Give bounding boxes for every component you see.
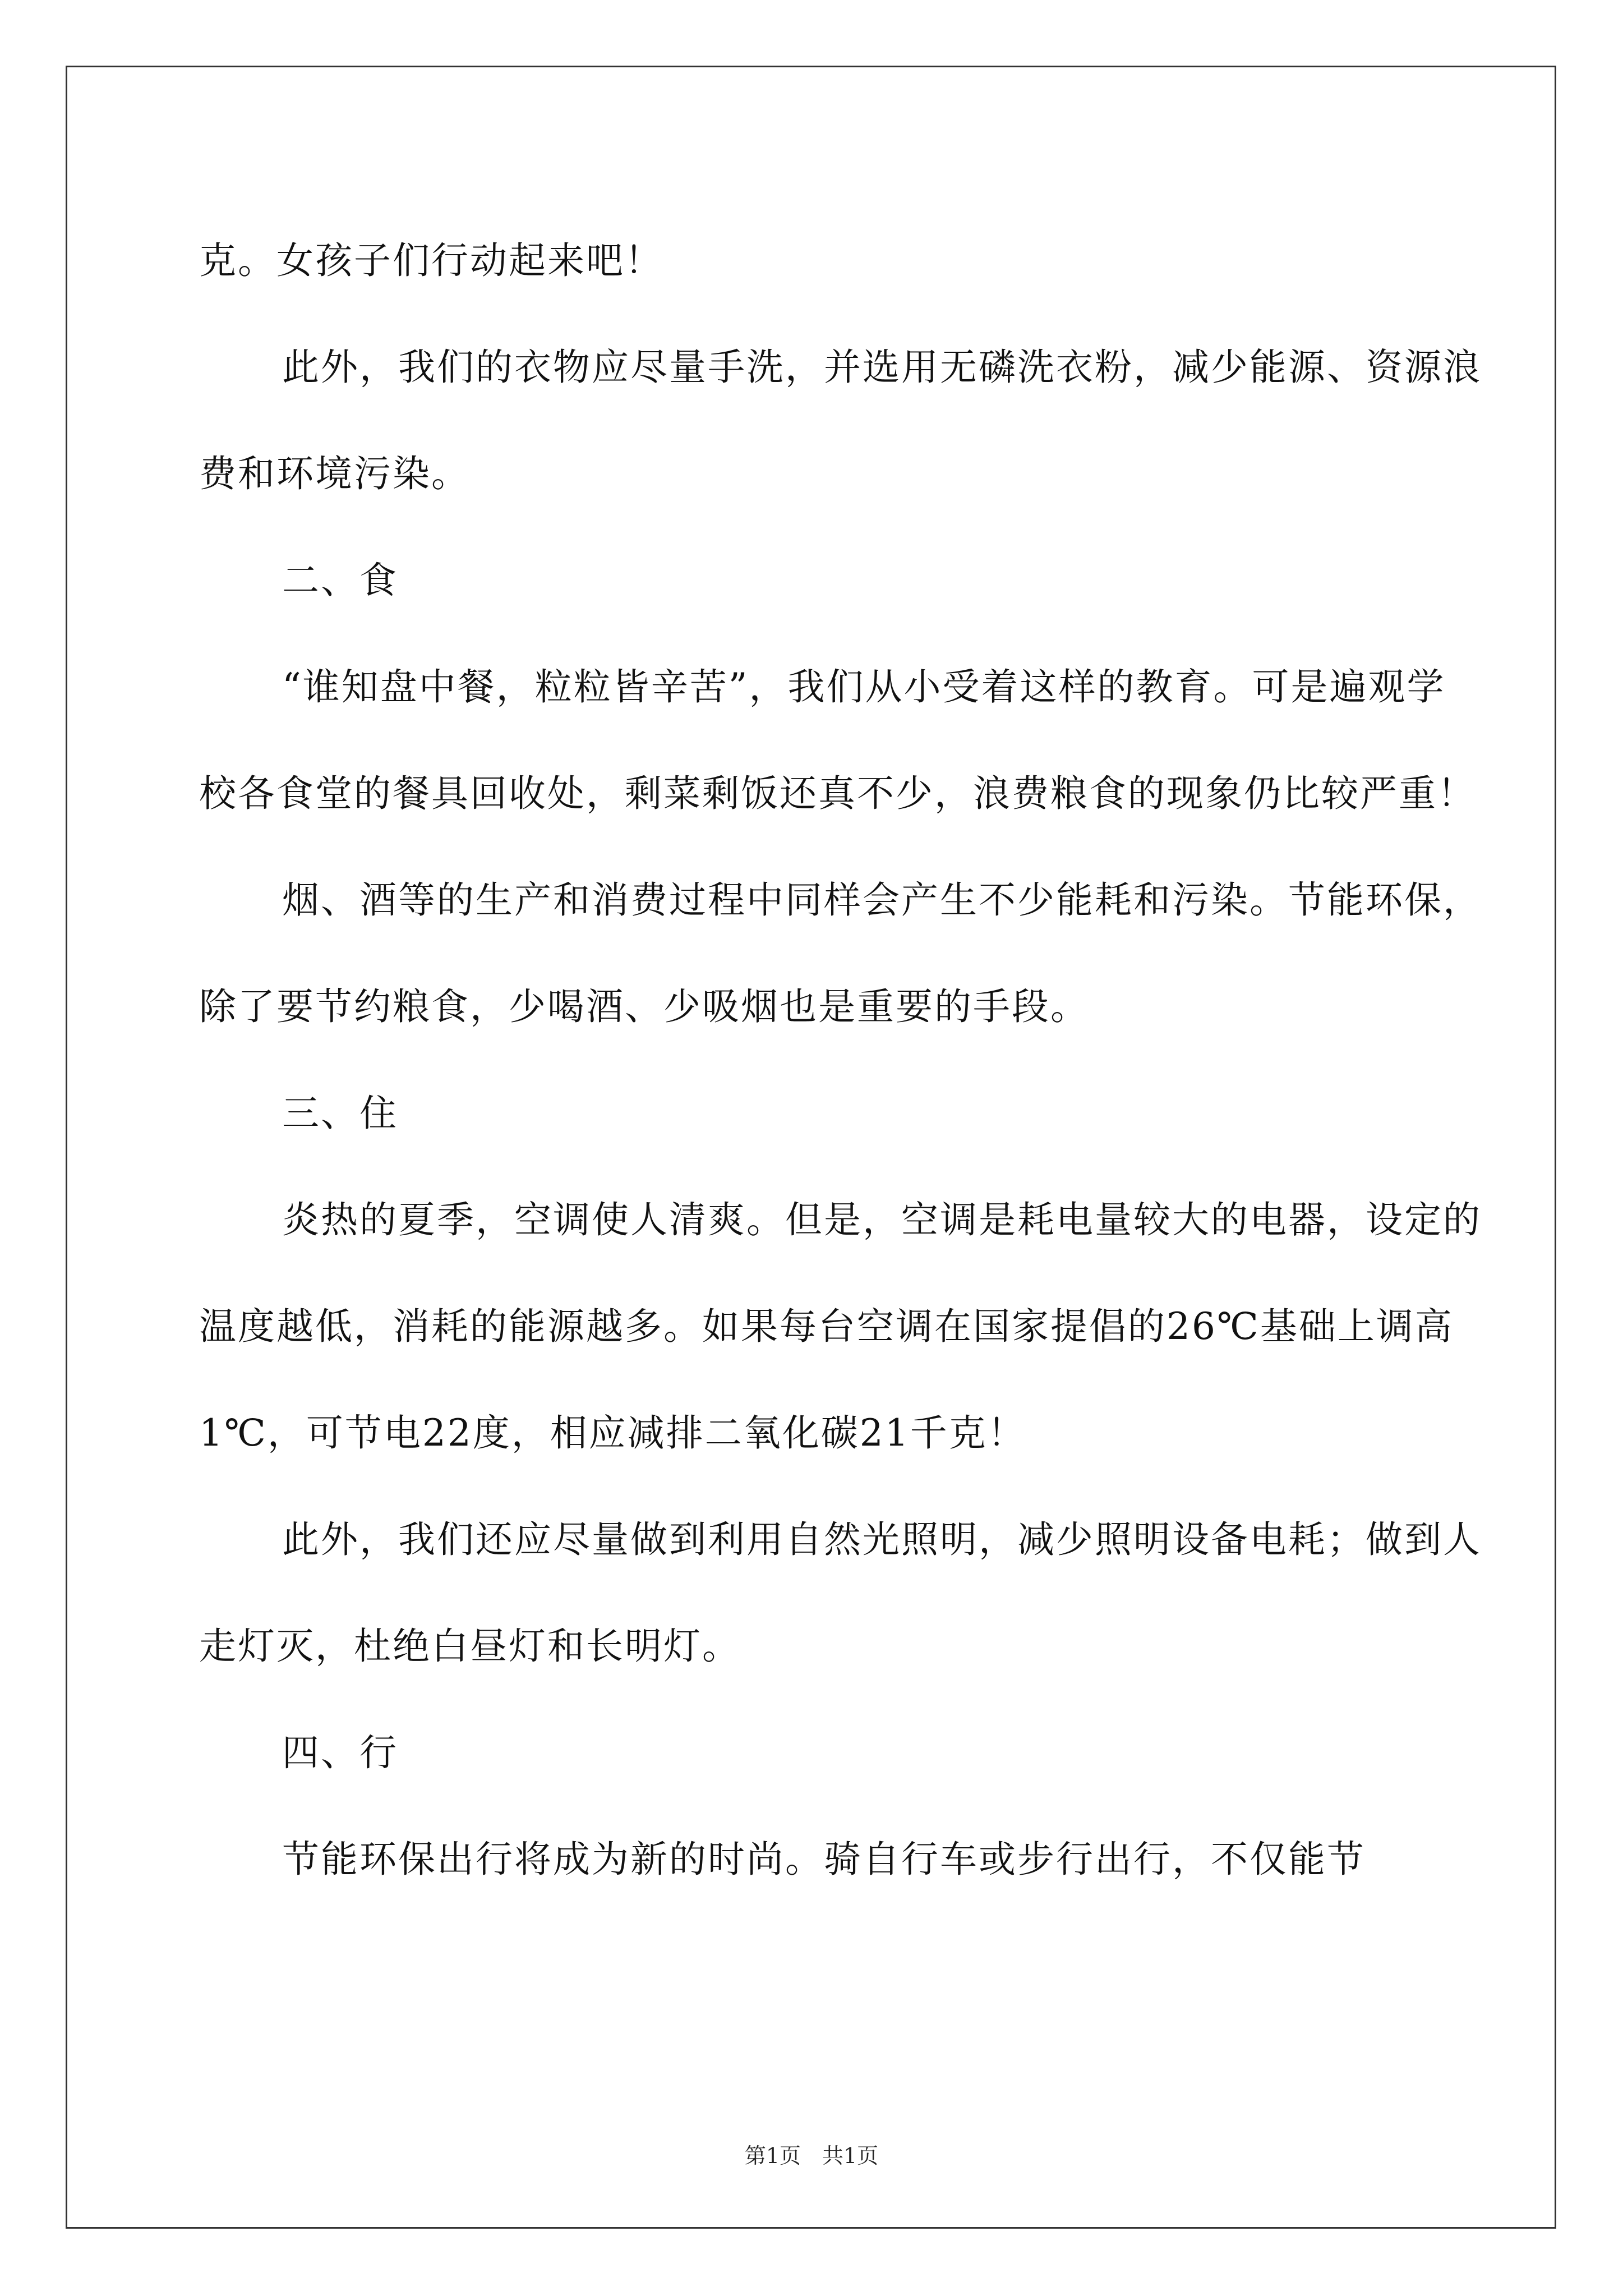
paragraph-3: “谁知盘中餐，粒粒皆辛苦”，我们从小受着这样的教育。可是遍观学校各食堂的餐具回收处，剩菜剩饭还真不少，浪费粮食的现象仍比较严重！ xyxy=(199,665,1476,815)
paragraph-2: 此外，我们的衣物应尽量手洗，并选用无磷洗衣粉，减少能源、资源浪费和环境污染。 xyxy=(199,346,1482,495)
paragraph-4: 烟、酒等的生产和消费过程中同样会产生不少能耗和污染。节能环保，除了要节约粮食，少喝酒、少吸烟也是重要的手段。 xyxy=(199,878,1482,1028)
section-heading-food: 二、食 xyxy=(282,559,398,602)
section-heading-housing: 三、住 xyxy=(282,1092,398,1135)
paragraph-7: 节能环保出行将成为新的时尚。骑自行车或步行出行，不仅能节 xyxy=(282,1838,1366,1881)
section-heading-travel: 四、行 xyxy=(282,1731,398,1774)
document-body xyxy=(199,208,1483,1913)
paragraph-5: 炎热的夏季，空调使人清爽。但是，空调是耗电量较大的电器，设定的温度越低，消耗的能源越多。如果每台空调在国家提倡的26℃基础上调高1℃，可节电22度，相应减排二氧化碳21千克！ xyxy=(199,1198,1482,1455)
paragraph-1: 克。女孩子们行动起来吧！ xyxy=(199,239,663,282)
paragraph-6: 此外，我们还应尽量做到利用自然光照明，减少照明设备电耗；做到人走灯灭，杜绝白昼灯和长明灯。 xyxy=(199,1518,1482,1668)
page-footer: 第1页 共1页 xyxy=(744,2143,879,2168)
